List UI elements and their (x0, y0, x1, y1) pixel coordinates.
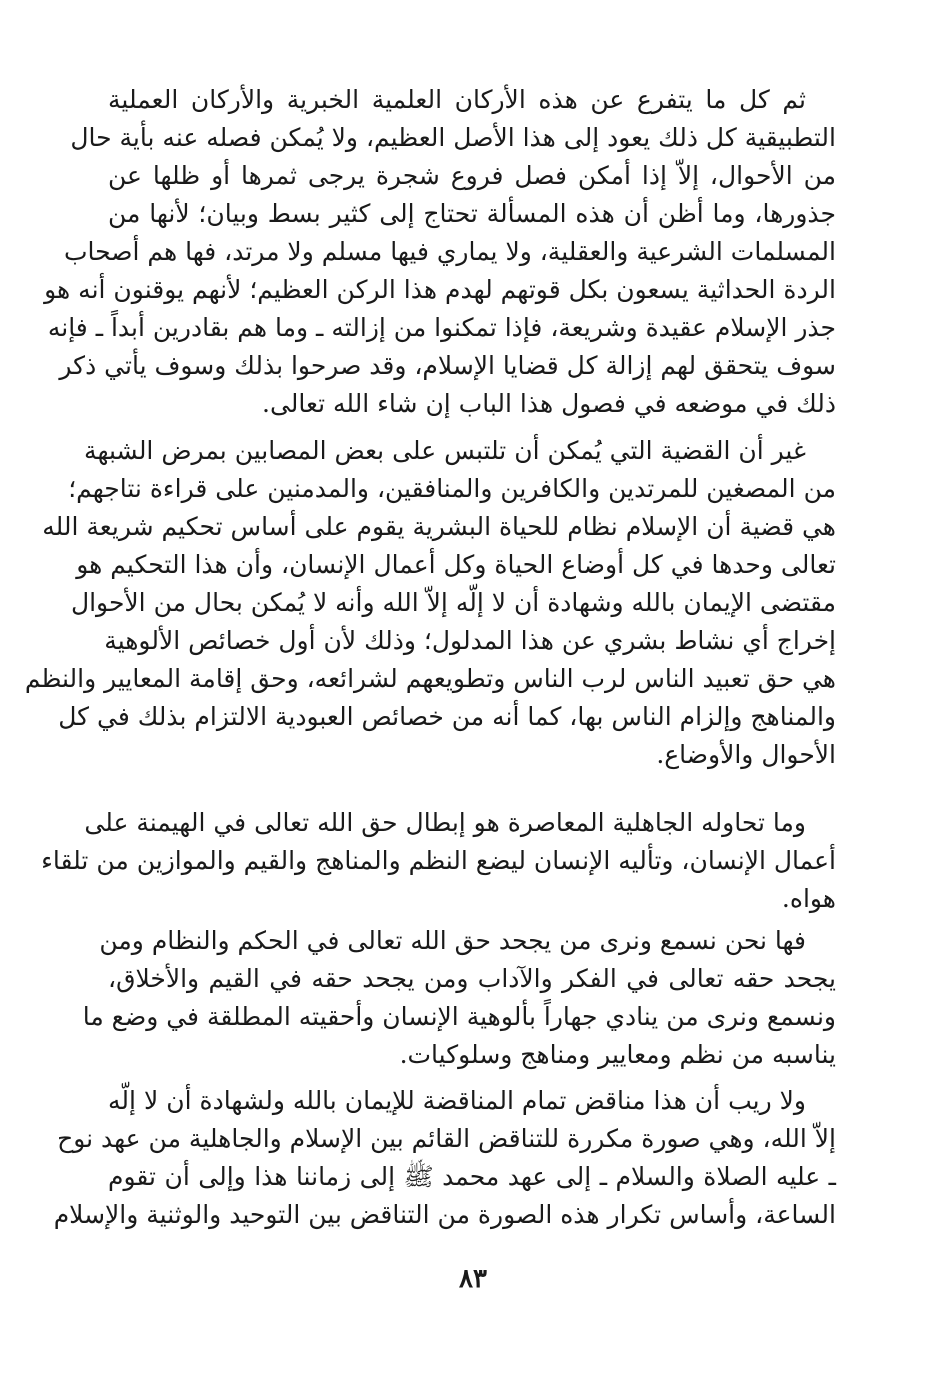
text-line: إلاّ الله، وهي صورة مكررة للتناقض القائم بين الإسلام والجاهلية من عهد نوح (57, 1124, 836, 1153)
text-line: هواه. (781, 884, 836, 913)
text-line: ونسمع ونرى من ينادي جهاراً بألوهية الإنسان وأحقيته المطلقة في وضع ما (82, 1002, 836, 1031)
text-line: ولا ريب أن هذا مناقض تمام المناقضة للإيمان بالله ولشهادة أن لا إلّه (108, 1086, 806, 1115)
text-line: المسلمات الشرعية والعقلية، ولا يماري فيها مسلم ولا مرتد، فها هم أصحاب (63, 237, 836, 266)
page-number: ٨٣ (459, 1264, 487, 1294)
text-line: ـ عليه الصلاة والسلام ـ إلى عهد محمد ﷺ إلى زماننا هذا وإلى أن تقوم (108, 1162, 836, 1191)
text-line: ثم كل ما يتفرع عن هذه الأركان العلمية الخبرية والأركان العملية (108, 85, 806, 114)
text-line: الأحوال والأوضاع. (656, 740, 836, 769)
text-line: غير أن القضية التي يُمكن أن تلتبس على بعض المصابين بمرض الشبهة (84, 436, 806, 465)
text-line: هي قضية أن الإسلام نظام للحياة البشرية يقوم على أساس تحكيم شريعة الله (42, 512, 836, 541)
text-line: مقتضى الإيمان بالله وشهادة أن لا إلّه إلاّ الله وأنه لا يُمكن بحال من الأحوال (70, 588, 836, 617)
text-line: التطبيقية كل ذلك يعود إلى هذا الأصل العظيم، ولا يُمكن فصله عنه بأية حال (70, 123, 836, 152)
text-line: سوف يتحقق لهم إزالة كل قضايا الإسلام، وقد صرحوا بذلك وسوف يأتي ذكر (59, 351, 836, 380)
text-line: من المصغين للمرتدين والكافرين والمنافقين، والمدمنين على قراءة نتاجهم؛ (68, 474, 836, 503)
text-line: فها نحن نسمع ونرى من يجحد حق الله تعالى في الحكم والنظام ومن (99, 926, 806, 955)
text-line: يجحد حقه تعالى في الفكر والآداب ومن يجحد حقه في القيم والأخلاق، (108, 964, 836, 993)
text-line: جذر الإسلام عقيدة وشريعة، فإذا تمكنوا من إزالته ـ وما هم بقادرين أبداً ـ فإنه (47, 313, 836, 342)
text-line: يناسبه من نظم ومعايير ومناهج وسلوكيات. (399, 1040, 836, 1069)
text-line: الردة الحداثية يسعون بكل قوتهم لهدم هذا الركن العظيم؛ لأنهم يوقنون أنه هو (44, 275, 836, 304)
text-line: والمناهج وإلزام الناس بها، كما أنه من خصائص العبودية الالتزام بذلك في كل (58, 702, 836, 731)
text-line: الساعة، وأساس تكرار هذه الصورة من التناقض بين التوحيد والوثنية والإسلام (53, 1200, 836, 1229)
text-line: من الأحوال، إلاّ إذا أمكن فصل فروع شجرة يرجى ثمرها أو ظلها عن (108, 161, 836, 190)
text-line: ذلك في موضعه في فصول هذا الباب إن شاء الله تعالى. (262, 389, 836, 418)
text-line: أعمال الإنسان، وتأليه الإنسان ليضع النظم والمناهج والقيم والموازين من تلقاء (41, 846, 836, 875)
text-line: إخراج أي نشاط بشري عن هذا المدلول؛ وذلك لأن أول خصائص الألوهية (104, 626, 836, 655)
text-line: جذورها، وما أظن أن هذه المسألة تحتاج إلى كثير بسط وبيان؛ لأنها من (108, 199, 836, 228)
text-line: وما تحاوله الجاهلية المعاصرة هو إبطال حق الله تعالى في الهيمنة على (84, 808, 806, 837)
text-line: تعالى وحدها في كل أوضاع الحياة وكل أعمال الإنسان، وأن هذا التحكيم هو (76, 550, 836, 579)
text-line: هي حق تعبيد الناس لرب الناس وتطويعهم لشرائعه، وحق إقامة المعايير والنظم (24, 664, 836, 693)
